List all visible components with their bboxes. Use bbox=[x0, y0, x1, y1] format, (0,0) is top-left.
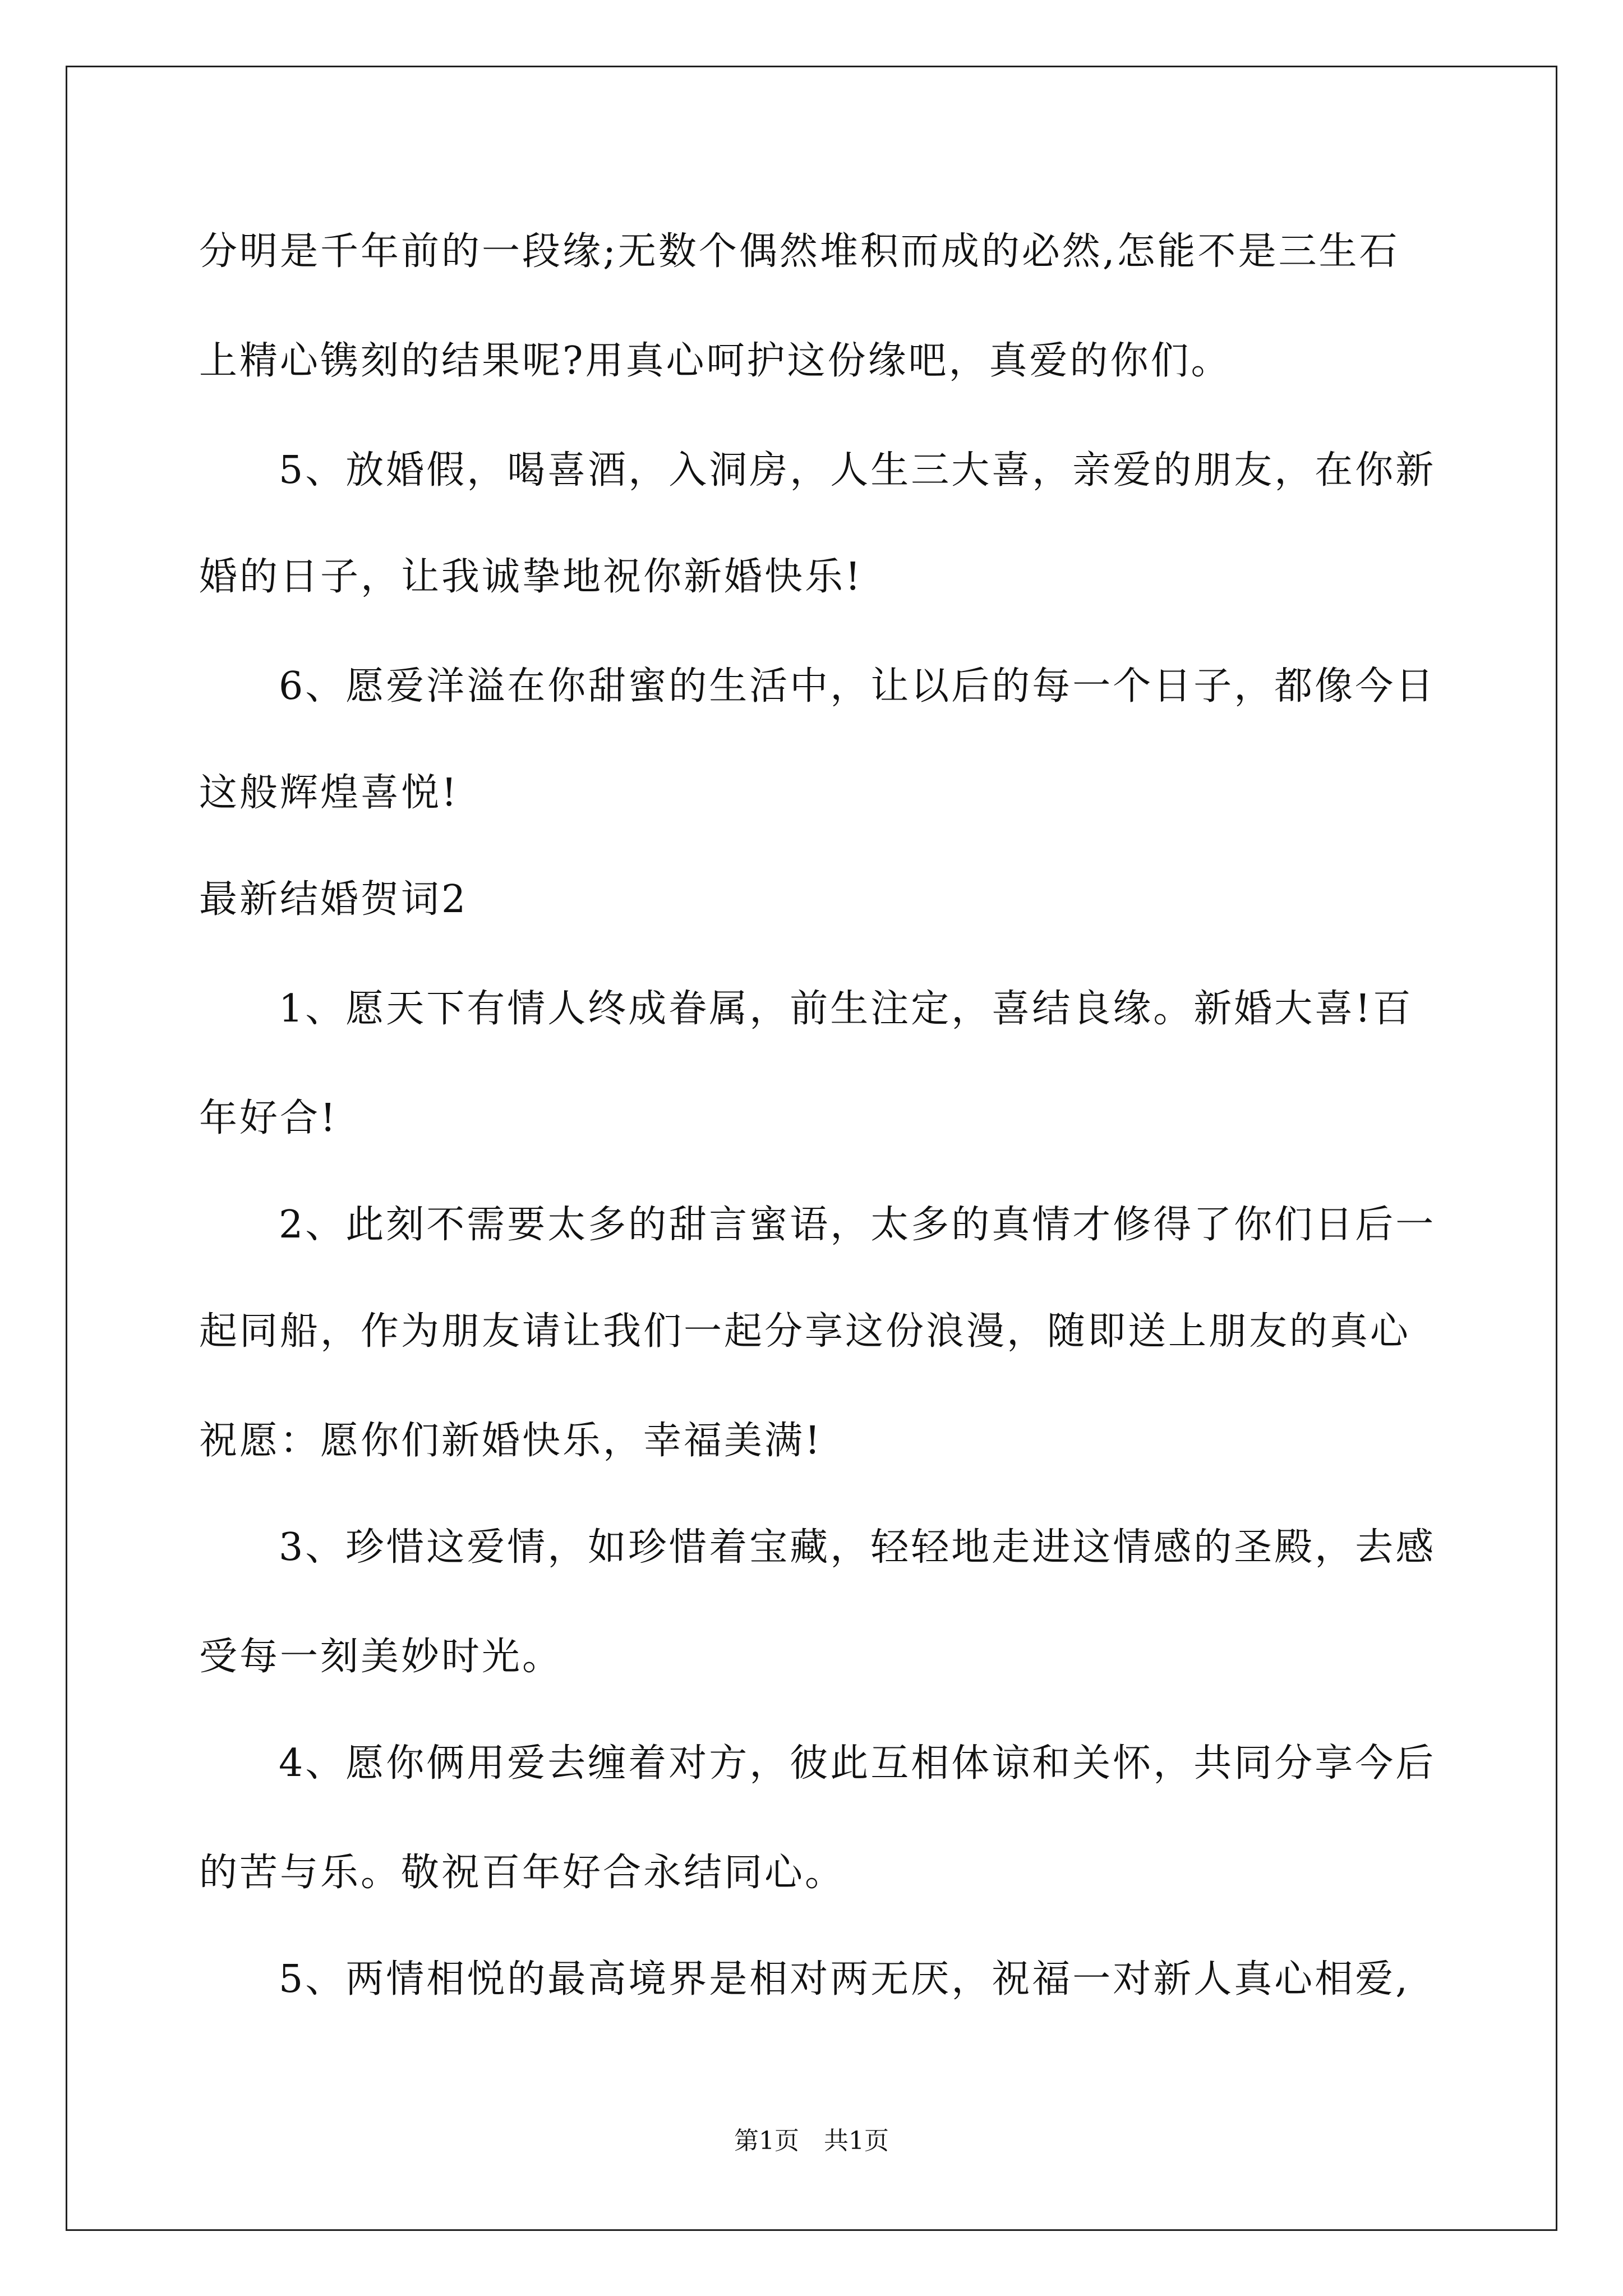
text-line: 上精心镌刻的结果呢?用真心呵护这份缘吧，真爱的你们。 bbox=[199, 339, 1232, 383]
text-line: 分明是千年前的一段缘;无数个偶然堆积而成的必然,怎能不是三生石 bbox=[199, 229, 1400, 274]
section-heading: 最新结婚贺词2 bbox=[199, 877, 468, 922]
text-line: 1、愿天下有情人终成眷属，前生注定，喜结良缘。新婚大喜!百 bbox=[279, 987, 1413, 1031]
text-line: 5、两情相悦的最高境界是相对两无厌，祝福一对新人真心相爱, bbox=[279, 1957, 1410, 2001]
text-line: 的苦与乐。敬祝百年好合永结同心。 bbox=[199, 1851, 846, 1895]
text-line: 受每一刻美妙时光。 bbox=[199, 1635, 563, 1679]
text-line: 2、此刻不需要太多的甜言蜜语，太多的真情才修得了你们日后一 bbox=[279, 1203, 1436, 1247]
text-line: 6、愿爱洋溢在你甜蜜的生活中，让以后的每一个日子，都像今日 bbox=[279, 664, 1436, 708]
text-line: 这般辉煌喜悦! bbox=[199, 771, 459, 815]
text-line: 婚的日子，让我诚挚地祝你新婚快乐! bbox=[199, 555, 863, 599]
text-line: 祝愿：愿你们新婚快乐，幸福美满! bbox=[199, 1419, 823, 1463]
text-line: 起同船，作为朋友请让我们一起分享这份浪漫，随即送上朋友的真心 bbox=[199, 1309, 1411, 1354]
text-line: 3、珍惜这爱情，如珍惜着宝藏，轻轻地走进这情感的圣殿，去感 bbox=[279, 1525, 1436, 1570]
page-number-footer: 第1页 共1页 bbox=[734, 2127, 889, 2155]
text-line: 4、愿你俩用爱去缠着对方，彼此互相体谅和关怀，共同分享今后 bbox=[279, 1741, 1436, 1786]
page-border bbox=[66, 66, 1557, 2231]
text-line: 5、放婚假，喝喜酒，入洞房，人生三大喜，亲爱的朋友，在你新 bbox=[279, 448, 1436, 493]
text-line: 年好合! bbox=[199, 1096, 338, 1140]
